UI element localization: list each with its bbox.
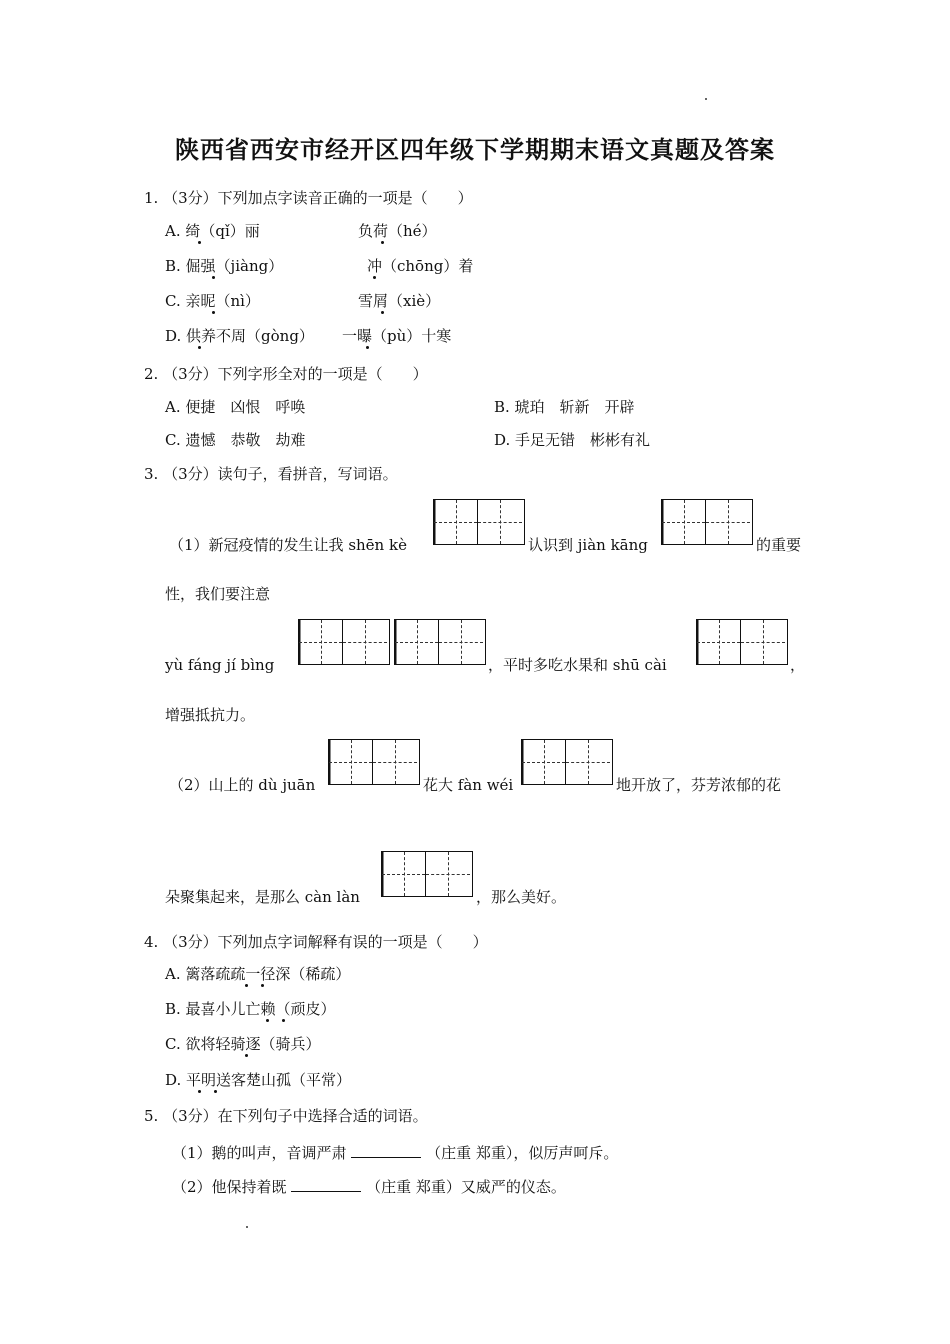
- emphasis-dot: [198, 346, 201, 349]
- q2-option-a: A. 便捷 凶恨 呼唤: [165, 398, 306, 416]
- q3-s1-text: 认识到 jiàn kāng: [528, 536, 648, 554]
- q3-s2-text: ，那么美好。: [476, 888, 567, 906]
- q5-s2-before: （2）他保持着既: [172, 1178, 287, 1196]
- emphasis-dot: [381, 311, 384, 314]
- answer-blank[interactable]: [291, 1177, 361, 1192]
- q3-s1-text: 增强抵抗力。: [165, 706, 256, 724]
- page-title: 陕西省西安市经开区四年级下学期期末语文真题及答案: [175, 135, 775, 164]
- q1-option-c-second: 雪屑（xiè）: [358, 292, 441, 310]
- q5-stem: 5. （3分）在下列句子中选择合适的词语。: [144, 1107, 428, 1125]
- q4-option-d: D. 平明送客楚山孤（平常）: [165, 1071, 352, 1089]
- char-grid-jian-kang[interactable]: [661, 499, 753, 545]
- char-grid-shu-cai[interactable]: [696, 619, 788, 665]
- emphasis-dot: [212, 311, 215, 314]
- q2-option-c: C. 遗憾 恭敬 劫难: [165, 431, 306, 449]
- q1-option-a: A. 绮（qǐ）丽: [165, 222, 260, 240]
- emphasis-dot: [373, 276, 376, 279]
- char-grid-fan-wei[interactable]: [521, 739, 613, 785]
- q5-sentence-1: [172, 1143, 618, 1161]
- q3-s1-text: ，平时多吃水果和 shū cài: [488, 656, 667, 674]
- char-grid-yu-fang[interactable]: [298, 619, 390, 665]
- emphasis-dot: [198, 241, 201, 244]
- q1-option-b-second: 冲（chōng）着: [367, 257, 474, 275]
- q2-option-d: D. 手足无错 彬彬有礼: [494, 431, 651, 449]
- q1-option-b: B. 倔强（jiàng）: [165, 257, 284, 275]
- q1-option-d-second: 一曝（pù）十寒: [342, 327, 452, 345]
- q3-s1-text: 的重要: [756, 536, 802, 554]
- q5-s1-before: （1）鹅的叫声，音调严肃: [172, 1144, 347, 1162]
- q4-option-a: A. 篱落疏疏一径深（稀疏）: [165, 965, 351, 983]
- q2-stem: 2. （3分）下列字形全对的一项是（ ）: [144, 365, 428, 383]
- q3-s2-text: （2）山上的 dù juān: [169, 776, 316, 794]
- emphasis-dot: [261, 984, 264, 987]
- emphasis-dot: [212, 276, 215, 279]
- q5-s1-after: （庄重 郑重），似厉声呵斥。: [426, 1144, 619, 1162]
- q1-option-c: C. 亲昵（nì）: [165, 292, 260, 310]
- emphasis-dot: [198, 1090, 201, 1093]
- char-grid-du-juan[interactable]: [328, 739, 420, 785]
- emphasis-dot: [214, 1090, 217, 1093]
- q3-s2-text: 地开放了，芬芳浓郁的花: [616, 776, 782, 794]
- char-grid-shen-ke[interactable]: [433, 499, 525, 545]
- q3-s1-text: ，: [790, 656, 806, 674]
- emphasis-dot: [245, 1054, 248, 1057]
- q4-stem: 4. （3分）下列加点字词解释有误的一项是（ ）: [144, 933, 488, 951]
- q3-s1-text: （1）新冠疫情的发生让我 shēn kè: [169, 536, 407, 554]
- q4-option-b: B. 最喜小儿亡赖（顽皮）: [165, 1000, 336, 1018]
- q5-sentence-2: [172, 1177, 566, 1195]
- emphasis-dot: [381, 241, 384, 244]
- q1-option-d: D. 供养不周（gòng）: [165, 327, 314, 345]
- char-grid-can-lan[interactable]: [381, 851, 473, 897]
- q3-s1-text: 性，我们要注意: [165, 585, 271, 603]
- q2-option-b: B. 琥珀 斩新 开辟: [494, 398, 635, 416]
- q5-s2-after: （庄重 郑重）又威严的仪态。: [366, 1178, 566, 1196]
- char-grid-ji-bing[interactable]: [394, 619, 486, 665]
- q1-option-a-second: 负荷（hé）: [358, 222, 437, 240]
- emphasis-dot: [245, 984, 248, 987]
- q1-stem: 1. （3分）下列加点字读音正确的一项是（ ）: [144, 189, 473, 207]
- emphasis-dot: [266, 1019, 269, 1022]
- scan-speck: [246, 1226, 248, 1228]
- q3-stem: 3. （3分）读句子，看拼音，写词语。: [144, 465, 398, 483]
- answer-blank[interactable]: [351, 1143, 421, 1158]
- q3-s1-text: yù fáng jí bìng: [165, 656, 275, 674]
- emphasis-dot: [366, 346, 369, 349]
- q3-s2-text: 朵聚集起来，是那么 càn làn: [165, 888, 360, 906]
- emphasis-dot: [282, 1019, 285, 1022]
- q4-option-c: C. 欲将轻骑逐（骑兵）: [165, 1035, 321, 1053]
- scan-speck: [705, 98, 707, 100]
- q3-s2-text: 花大 fàn wéi: [423, 776, 514, 794]
